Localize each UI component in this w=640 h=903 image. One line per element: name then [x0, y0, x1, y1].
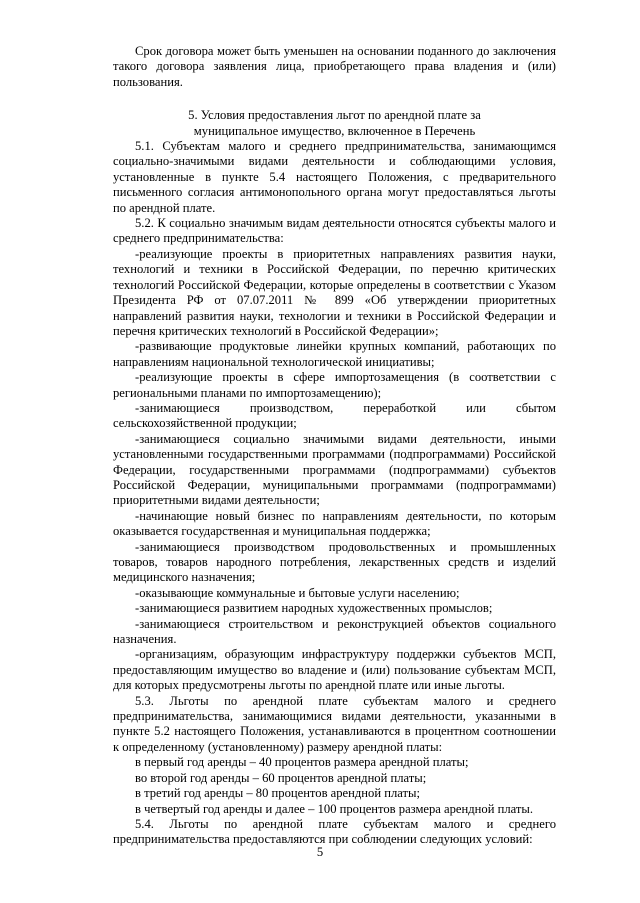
- list-item-new-business: -начинающие новый бизнес по направлениям деятельности, по которым оказывается государственная и муниципальная поддержка;: [113, 508, 556, 539]
- list-item-science: -реализующие проекты в приоритетных направлениях развития науки, технологий и техники в Российской Федерации, по перечню критических технологий Российской Федерации, которые определены в соответствии с Указом Президента РФ от 07.07.2011 № 899 «Об утверждении приоритетных направлений развития науки, технологии и техники в Российской Федерации и перечня критических технологий в Российской Федерации»;: [113, 246, 556, 338]
- list-item-product-lines: -развивающие продуктовые линейки крупных компаний, работающих по направлениям национальной технологической инициативы;: [113, 339, 556, 369]
- paragraph-5-4: 5.4. Льготы по арендной плате субъектам малого и среднего предпринимательства предоставляются при соблюдении следующих условий:: [113, 816, 556, 847]
- list-item-agriculture: -занимающиеся производством, переработкой или сбытом сельскохозяйственной продукции;: [113, 400, 556, 431]
- list-item-infrastructure: -организациям, образующим инфраструктуру поддержки субъектов МСП, предоставляющим имущество во владение и (или) пользование субъектам МСП, для которых предусмотрены льготы по арендной плате или иные льготы.: [113, 647, 556, 693]
- list-item-import-substitution: -реализующие проекты в сфере импортозамещения (в соответствии с региональными планами по импортозамещению);: [113, 370, 556, 400]
- list-item-production: -занимающиеся производством продовольственных и промышленных товаров, товаров народного потребления, лекарственных средств и изделий медицинского назначения;: [113, 539, 556, 585]
- list-item-services: -оказывающие коммунальные и бытовые услуги населению;: [135, 585, 460, 600]
- section-heading: 5. Условия предоставления льгот по арендной плате за муниципальное имущество, включенное в Перечень: [188, 108, 481, 138]
- list-item-crafts: -занимающиеся развитием народных художественных промыслов;: [135, 601, 493, 616]
- list-item-construction: -занимающиеся строительством и реконструкцией объектов социального назначения.: [113, 616, 556, 647]
- rate-year-1: в первый год аренды – 40 процентов размера арендной платы;: [135, 755, 469, 770]
- page-number: 5: [316, 845, 324, 859]
- paragraph-term-reduction: Срок договора может быть уменьшен на основании поданного до заключения такого договора заявления лица, приобретающего права владения и (или) пользования.: [113, 44, 556, 89]
- list-item-programs: -занимающиеся социально значимыми видами деятельности, иными установленными государственными программами (подпрограммами) Российской Федерации, государственными программами (подпрограммами) субъектов Российской Федерации, муниципальными программами (подпрограммами) приоритетными видами деятельности;: [113, 431, 556, 508]
- rate-year-3: в третий год аренды – 80 процентов арендной платы;: [135, 786, 420, 801]
- rate-year-4: в четвертый год аренды и далее – 100 процентов размера арендной платы.: [135, 801, 533, 816]
- paragraph-5-3: 5.3. Льготы по арендной плате субъектам малого и среднего предпринимательства, занимающимися видами деятельности, указанными в пункте 5.2 настоящего Положения, устанавливаются в процентном соотношении к определенному (установленному) размеру арендной платы:: [113, 693, 556, 754]
- paragraph-5-2: 5.2. К социально значимым видам деятельности относятся субъекты малого и среднего предпринимательства:: [113, 216, 556, 246]
- rate-year-2: во второй год аренды – 60 процентов арендной платы;: [135, 770, 427, 785]
- paragraph-5-1: 5.1. Субъектам малого и среднего предпринимательства, занимающимся социально-значимыми видами деятельности и соблюдающими условия, установленные в пункте 5.4 настоящего Положения, с предварительного письменного согласия антимонопольного органа могут предоставляться льготы по арендной плате.: [113, 139, 556, 215]
